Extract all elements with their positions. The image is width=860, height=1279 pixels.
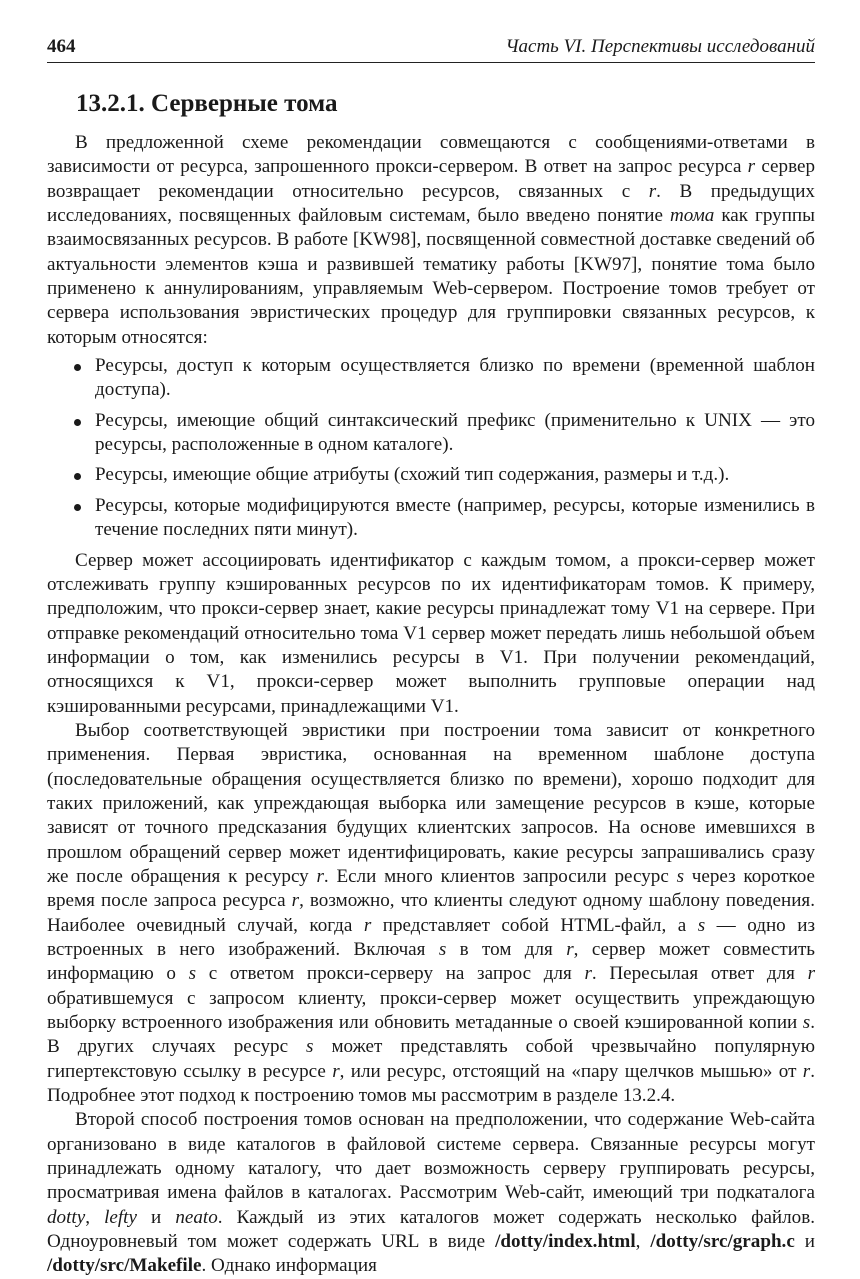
paragraph-1: В предложенной схеме рекомендации совмещаются с сообщениями-ответами в зависимости от ресурса, запрошенного прокси-сервером. В ответ на запрос ресурса r сервер возвращает рекомендации относительно ресурсов, связанных с r. В предыдущих исследованиях, посвященных файловым системам, было введено понятие тома как группы взаимосвязанных ресурсов. В работе [KW98], посвященной совместной доставке сведений об актуальности элементов кэша и развившей тематику работы [KW97], понятие тома было применено к аннулированиям, управляемым Web-сервером. Построение томов требует от сервера использования эвристических процедур для группировки связанных ресурсов, к которым относятся: [47, 132, 815, 348]
list-item: Ресурсы, имеющие общие атрибуты (схожий тип содержания, размеры и т.д.). [47, 463, 815, 487]
body-text [47, 131, 815, 1279]
url-path: /dotty/src/Makefile [47, 1255, 202, 1277]
bullet-icon [74, 419, 81, 426]
paragraph-3: Выбор соответствующей эвристики при построении тома зависит от конкретного применения. Первая эвристика, основанная на временном шаблоне доступа (последовательные обращения осуществляется близко по времени), хорошо подходит для таких приложений, как упреждающая выборка или замещение ресурсов в кэше, которые зависят от точного предсказания будущих клиентских запросов. На основе имевшихся в прошлом обращений сервер может идентифицировать, какие ресурсы запрашивались сразу же после обращения к ресурсу r. Если много клиентов запросили ресурс s через короткое время после запроса ресурса r, возможно, что клиенты следуют одному шаблону поведения. Наиболее очевидный случай, когда r представляет собой HTML-файл, а s — одно из встроенных в него изображений. Включая s в том для r, сервер может совместить информацию о s с ответом прокси-серверу на запрос для r. Пересылая ответ для r обратившемуся с запросом клиенту, прокси-сервер может осуществить упреждающую выборку встроенного изображения или обновить метаданные о своей кэшированной копии s. В других случаях ресурс s может представлять собой чрезвычайно популярную гипертекстовую ссылку в ресурсе r, или ресурс, отстоящий на «пару щелчков мышью» от r. Подробнее этот подход к построению томов мы рассмотрим в разделе 13.2.4. [47, 719, 816, 1107]
bullet-icon [74, 504, 81, 511]
paragraph-2: Сервер может ассоциировать идентификатор с каждым томом, а прокси-сервер может отслеживать группу кэшированных ресурсов по их идентификаторам томов. К примеру, предположим, что прокси-сервер знает, какие ресурсы принадлежат тому V1 на сервере. При отправке рекомендаций относительно тома V1 сервер может передать лишь небольшой объем информации о том, как изменились ресурсы в V1. При получении рекомендаций, относящихся к V1, прокси-сервер может выполнить групповые операции над кэшированными ресурсами, принадлежащими V1. [47, 549, 815, 717]
term-toma: тома [669, 205, 715, 227]
heuristics-list [47, 354, 815, 542]
page-header [47, 32, 815, 63]
dir-name: dotty [47, 1206, 86, 1228]
list-item: Ресурсы, доступ к которым осуществляется близко по времени (временной шаблон доступа). [47, 354, 815, 403]
dir-name: neato [175, 1206, 218, 1228]
list-item: Ресурсы, имеющие общий синтаксический префикс (применительно к UNIX — это ресурсы, расположенные в одном каталоге). [47, 409, 815, 458]
paragraph-4: Второй способ построения томов основан на предположении, что содержание Web-сайта организовано в виде каталогов в файловой системе сервера. Связанные ресурсы могут принадлежать одному каталогу, что дает возможность серверу группировать ресурсы, просматривая имена файлов в каталогах. Рассмотрим Web-сайт, имеющий три подкаталога dotty, lefty и neato. Каждый из этих каталогов может содержать несколько файлов. Одноуровневый том может содержать URL в виде /dotty/index.html, /dotty/src/graph.c и /dotty/src/Makefile. Однако информация [47, 1109, 816, 1277]
page-number: 464 [47, 36, 76, 57]
section-title: 13.2.1. Серверные тома [76, 90, 338, 117]
list-item: Ресурсы, которые модифицируются вместе (например, ресурсы, которые изменились в течение последних пяти минут). [47, 494, 815, 543]
url-path: /dotty/src/graph.c [650, 1231, 795, 1253]
bullet-icon [74, 473, 81, 480]
dir-name: lefty [104, 1206, 137, 1228]
url-path: /dotty/index.html [495, 1231, 636, 1253]
bullet-icon [74, 364, 81, 371]
running-title: Часть VI. Перспективы исследований [505, 36, 815, 57]
